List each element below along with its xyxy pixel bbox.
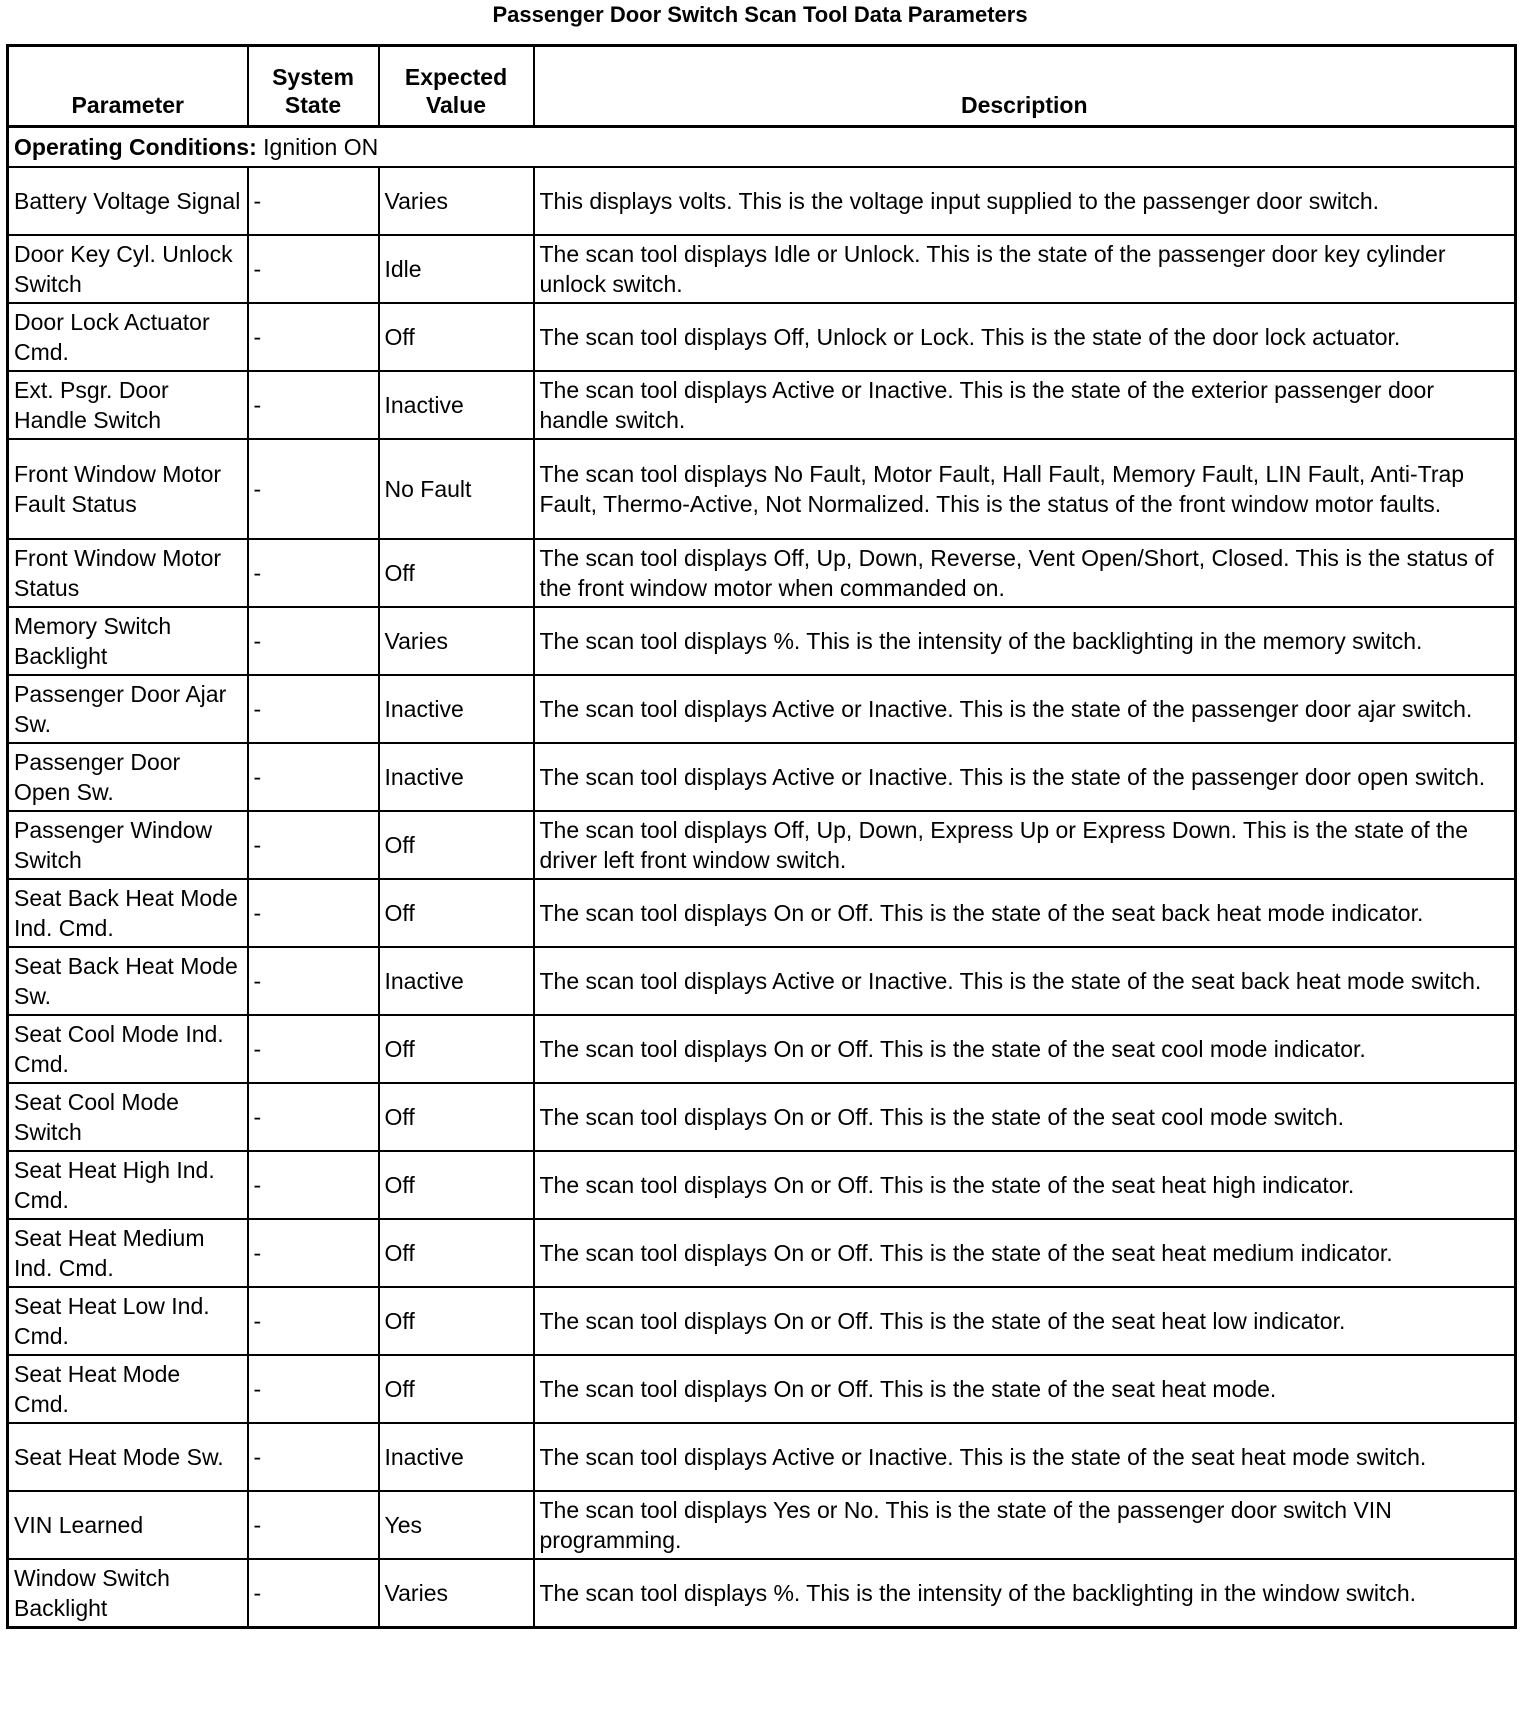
table-row [8,1083,1516,1151]
description-cell: The scan tool displays On or Off. This is the state of the seat heat mode. [534,1355,1516,1423]
expected-value-cell: No Fault [379,439,534,539]
description-cell: The scan tool displays On or Off. This is the state of the seat heat medium indicator. [534,1219,1516,1287]
expected-value-cell: Off [379,1083,534,1151]
expected-value-cell: Varies [379,607,534,675]
header-parameter [8,46,248,127]
system-state-cell: - [248,811,379,879]
parameter-cell: Passenger Door Ajar Sw. [8,675,248,743]
parameter-cell: Door Lock Actuator Cmd. [8,303,248,371]
expected-value-cell: Inactive [379,675,534,743]
parameter-cell: Seat Heat Mode Sw. [8,1423,248,1491]
system-state-cell: - [248,947,379,1015]
expected-value-cell: Off [379,303,534,371]
table-row [8,167,1516,235]
parameter-cell: Passenger Door Open Sw. [8,743,248,811]
system-state-cell: - [248,439,379,539]
description-cell: The scan tool displays On or Off. This is the state of the seat back heat mode indicator. [534,879,1516,947]
header-expected-value-line1: Expected [404,64,508,90]
table-row [8,1015,1516,1083]
parameter-cell: VIN Learned [8,1491,248,1559]
description-cell: The scan tool displays No Fault, Motor Fault, Hall Fault, Memory Fault, LIN Fault, Anti-Trap Fault, Thermo-Active, Not Normalized. This is the status of the front window motor faults. [534,439,1516,539]
table-row [8,879,1516,947]
operating-conditions-value: Ignition ON [256,134,379,160]
description-cell: The scan tool displays %. This is the intensity of the backlighting in the window switch. [534,1559,1516,1628]
system-state-cell: - [248,675,379,743]
table-body [8,127,1516,1628]
description-cell: The scan tool displays On or Off. This is the state of the seat cool mode switch. [534,1083,1516,1151]
table-row [8,1423,1516,1491]
system-state-cell: - [248,303,379,371]
parameter-cell: Seat Heat Low Ind. Cmd. [8,1287,248,1355]
expected-value-cell: Off [379,1287,534,1355]
expected-value-cell: Off [379,1015,534,1083]
system-state-cell: - [248,743,379,811]
system-state-cell: - [248,1491,379,1559]
expected-value-cell: Off [379,1219,534,1287]
header-system-state-line1: System [272,64,354,90]
description-cell: The scan tool displays Active or Inactive. This is the state of the passenger door ajar switch. [534,675,1516,743]
operating-conditions-cell [8,127,1516,168]
header-expected-value-line2: Value [425,92,487,118]
header-description [534,46,1516,127]
system-state-cell: - [248,879,379,947]
expected-value-cell: Yes [379,1491,534,1559]
table-header [8,46,1516,127]
description-cell: The scan tool displays Active or Inactive. This is the state of the seat back heat mode switch. [534,947,1516,1015]
parameter-cell: Ext. Psgr. Door Handle Switch [8,371,248,439]
table-row [8,1355,1516,1423]
expected-value-cell: Inactive [379,743,534,811]
header-expected-value [379,46,534,127]
table-row [8,1491,1516,1559]
description-cell: The scan tool displays Active or Inactive. This is the state of the passenger door open switch. [534,743,1516,811]
parameter-cell: Seat Back Heat Mode Sw. [8,947,248,1015]
system-state-cell: - [248,1355,379,1423]
description-cell: This displays volts. This is the voltage input supplied to the passenger door switch. [534,167,1516,235]
system-state-cell: - [248,167,379,235]
parameter-cell: Front Window Motor Status [8,539,248,607]
parameter-cell: Memory Switch Backlight [8,607,248,675]
header-system-state-line2: State [284,92,342,118]
parameter-cell: Seat Heat Mode Cmd. [8,1355,248,1423]
table-row [8,439,1516,539]
description-cell: The scan tool displays On or Off. This is the state of the seat heat low indicator. [534,1287,1516,1355]
operating-conditions-label: Operating Conditions: [14,134,257,160]
system-state-cell: - [248,1423,379,1491]
table-row [8,675,1516,743]
table-row [8,1151,1516,1219]
table-row [8,1287,1516,1355]
header-description-label: Description [960,92,1088,118]
parameter-cell: Window Switch Backlight [8,1559,248,1628]
header-system-state [248,46,379,127]
expected-value-cell: Inactive [379,371,534,439]
table-row [8,539,1516,607]
expected-value-cell: Off [379,811,534,879]
system-state-cell: - [248,371,379,439]
description-cell: The scan tool displays Off, Up, Down, Express Up or Express Down. This is the state of the driver left front window switch. [534,811,1516,879]
description-cell: The scan tool displays Active or Inactive. This is the state of the seat heat mode switch. [534,1423,1516,1491]
parameter-cell: Front Window Motor Fault Status [8,439,248,539]
parameter-cell: Seat Cool Mode Switch [8,1083,248,1151]
parameter-cell: Battery Voltage Signal [8,167,248,235]
parameter-cell: Passenger Window Switch [8,811,248,879]
parameter-cell: Seat Heat Medium Ind. Cmd. [8,1219,248,1287]
table-row [8,947,1516,1015]
description-cell: The scan tool displays On or Off. This is the state of the seat heat high indicator. [534,1151,1516,1219]
page-title: Passenger Door Switch Scan Tool Data Parameters [492,2,1028,27]
expected-value-cell: Off [379,539,534,607]
table-row [8,303,1516,371]
description-cell: The scan tool displays %. This is the intensity of the backlighting in the memory switch. [534,607,1516,675]
header-parameter-label: Parameter [71,92,185,118]
expected-value-cell: Idle [379,235,534,303]
expected-value-cell: Off [379,1355,534,1423]
expected-value-cell: Off [379,1151,534,1219]
description-cell: The scan tool displays Active or Inactive. This is the state of the exterior passenger door handle switch. [534,371,1516,439]
table-row [8,743,1516,811]
system-state-cell: - [248,1015,379,1083]
expected-value-cell: Off [379,879,534,947]
table-row [8,371,1516,439]
description-cell: The scan tool displays Off, Up, Down, Reverse, Vent Open/Short, Closed. This is the status of the front window motor when commanded on. [534,539,1516,607]
system-state-cell: - [248,1151,379,1219]
description-cell: The scan tool displays Yes or No. This is the state of the passenger door switch VIN programming. [534,1491,1516,1559]
table-row [8,811,1516,879]
table-row [8,607,1516,675]
table-row [8,235,1516,303]
system-state-cell: - [248,235,379,303]
system-state-cell: - [248,1083,379,1151]
parameter-cell: Seat Heat High Ind. Cmd. [8,1151,248,1219]
system-state-cell: - [248,1559,379,1628]
table-row [8,1219,1516,1287]
operating-conditions-row [8,127,1516,168]
description-cell: The scan tool displays Off, Unlock or Lock. This is the state of the door lock actuator. [534,303,1516,371]
system-state-cell: - [248,607,379,675]
parameter-cell: Seat Back Heat Mode Ind. Cmd. [8,879,248,947]
system-state-cell: - [248,1287,379,1355]
description-cell: The scan tool displays On or Off. This is the state of the seat cool mode indicator. [534,1015,1516,1083]
parameter-cell: Seat Cool Mode Ind. Cmd. [8,1015,248,1083]
expected-value-cell: Inactive [379,1423,534,1491]
system-state-cell: - [248,539,379,607]
system-state-cell: - [248,1219,379,1287]
parameter-cell: Door Key Cyl. Unlock Switch [8,235,248,303]
table-row [8,1559,1516,1628]
expected-value-cell: Varies [379,1559,534,1628]
parameters-table [6,44,1517,1629]
expected-value-cell: Varies [379,167,534,235]
description-cell: The scan tool displays Idle or Unlock. This is the state of the passenger door key cylinder unlock switch. [534,235,1516,303]
header-row [8,46,1516,127]
expected-value-cell: Inactive [379,947,534,1015]
